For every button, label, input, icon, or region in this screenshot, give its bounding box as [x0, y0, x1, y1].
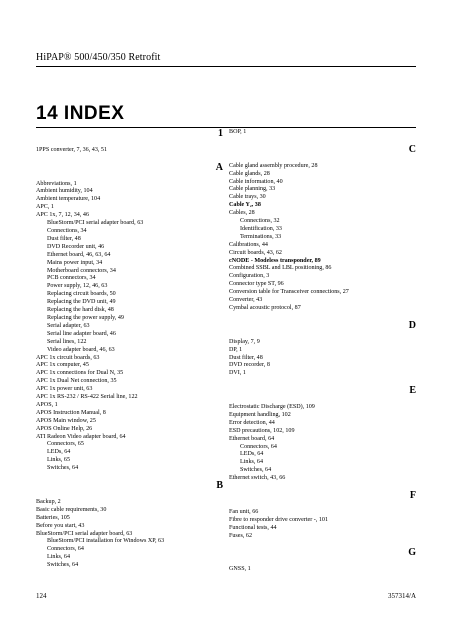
index-subentry: Motherboard connectors, 34: [47, 267, 116, 274]
index-entry: GNSS, 1: [229, 566, 251, 573]
index-entry: Before you start, 43: [36, 522, 85, 529]
index-subentry: Connectors, 64: [47, 546, 84, 553]
index-entry: APC 1x computer, 45: [36, 362, 89, 369]
spacer: [229, 137, 419, 145]
index-entry: Cables, 28: [229, 210, 255, 217]
index-entry: BlueStorm/PCI serial adapter board, 63: [36, 530, 133, 537]
index-entry: DP, 1: [229, 346, 243, 353]
index-entry: Abbreviations, 1: [36, 180, 77, 187]
index-section-letter: F: [409, 489, 416, 501]
index-entry: Functional tests, 44: [229, 524, 277, 531]
spacer: [229, 558, 419, 566]
spacer: [229, 501, 419, 509]
index-section-letter: G: [408, 547, 416, 559]
index-subentry: Replacing circuit boards, 50: [47, 291, 116, 298]
index-subentry: Terminations, 33: [240, 233, 282, 240]
running-header: HiPAP® 500/450/350 Retrofit: [36, 52, 161, 63]
index-entry: cNODE - Modeless transponder, 89: [229, 257, 321, 264]
index-subentry: Identification, 33: [240, 225, 282, 232]
index-subentry: Ethernet board, 46, 63, 64: [47, 251, 111, 258]
spacer: [229, 313, 419, 321]
index-subentry: Links, 64: [240, 459, 264, 466]
index-entry: Ethernet board, 64: [229, 435, 275, 442]
index-entry: ATI Radeon Video adapter board, 64: [36, 433, 126, 440]
index-entry: Cable trays, 30: [229, 194, 266, 201]
index-subentry: Serial line adapter board, 46: [47, 330, 116, 337]
index-entry: BOP, 1: [229, 129, 247, 135]
index-entry: APC 1x, 7, 12, 34, 46: [36, 212, 89, 219]
chapter-title: 14 INDEX: [36, 103, 125, 124]
index-entry: Display, 7, 9: [229, 338, 260, 345]
index-entry: APC, 1: [36, 204, 54, 211]
index-subentry: Dust filter, 48: [47, 235, 81, 242]
index-entry: Backup, 2: [36, 498, 61, 505]
index-entry: Equipment handling, 102: [229, 411, 291, 418]
page-footer: [36, 592, 416, 600]
index-entry: APC 1x connections for Dual N, 35: [36, 370, 124, 377]
index-entry: APC 1x power unit, 63: [36, 386, 93, 393]
index-subentry: LEDs, 64: [47, 449, 71, 456]
index-entry: APC 1x Dual Net connection, 35: [36, 378, 117, 385]
index-subentry: Replacing the hard disk, 48: [47, 307, 114, 314]
title-rule: [36, 127, 416, 128]
index-section-letter: D: [408, 319, 416, 331]
index-entry: Fuses, 62: [229, 532, 253, 539]
index-entry: Cable information, 40: [229, 178, 283, 185]
index-subentry: LEDs, 64: [240, 451, 264, 458]
index-column-left: [36, 129, 226, 570]
index-subentry: Serial adapter, 63: [47, 322, 90, 329]
index-subentry: BlueStorm/PCI installation for Windows XP, 63: [47, 538, 165, 545]
index-entry: APOS Main window, 25: [36, 417, 96, 424]
page-number: 124: [36, 592, 47, 600]
index-section-letter: A: [215, 161, 223, 173]
index-subentry: Mains power input, 34: [47, 259, 103, 266]
index-entry: APOS Instruction Manual, 8: [36, 409, 106, 416]
spacer: [229, 155, 419, 163]
index-entry: Converter, 43: [229, 297, 263, 304]
index-entry: Configuration, 3: [229, 273, 270, 280]
index-subentry: Switches, 64: [47, 562, 79, 569]
index-entry: Connector type ST, 96: [229, 281, 284, 288]
index-subentry: Links, 65: [47, 457, 71, 464]
index-subentry: Connectors, 64: [240, 443, 277, 450]
index-entry: Error detection, 44: [229, 419, 275, 426]
index-entry: ESD precautions, 102, 109: [229, 427, 295, 434]
index-entry: Dust filter, 48: [229, 354, 263, 361]
index-section-letter: E: [409, 385, 416, 397]
index-subentry: Power supply, 12, 46, 63: [47, 283, 108, 290]
index-subentry: BlueStorm/PCI serial adapter board, 63: [47, 220, 144, 227]
index-subentry: Links, 64: [47, 554, 71, 561]
spacer: [229, 540, 419, 548]
index-entry: APOS, 1: [36, 401, 58, 408]
index-entry: APC 1x RS-232 / RS-422 Serial line, 122: [36, 394, 138, 401]
index-subentry: Connectors, 65: [47, 441, 84, 448]
index-subentry: Switches, 64: [47, 465, 79, 472]
spacer: [36, 173, 226, 181]
index-entry: Cymbal acoustic protocol, 87: [229, 305, 301, 311]
index-entry: APOS Online Help, 26: [36, 425, 93, 432]
index-section-letter: C: [408, 143, 416, 155]
index-entry: DVD recorder, 8: [229, 362, 270, 369]
index-entry: Ambient temperature, 104: [36, 196, 101, 203]
header-rule: [36, 66, 416, 67]
spacer: [229, 396, 419, 404]
index-column-right: [229, 129, 419, 574]
index-section-letter: B: [216, 480, 223, 491]
index-entry: Cable Y₂, 38: [229, 202, 261, 209]
index-entry: 1PPS converter, 7, 36, 43, 51: [36, 146, 108, 153]
index-subentry: Connections, 34: [47, 228, 87, 235]
index-entry: Calibrations, 44: [229, 241, 268, 248]
index-entry: Ethernet switch, 43, 66: [229, 475, 286, 482]
spacer: [229, 378, 419, 386]
index-entry: Cable gland assembly procedure, 28: [229, 162, 318, 169]
spacer: [229, 483, 419, 491]
index-entry: Conversion table for Transceiver connections, 27: [229, 289, 349, 296]
spacer: [36, 139, 226, 147]
spacer: [36, 491, 226, 499]
index-entry: DVI, 1: [229, 370, 246, 377]
index-entry: Fan unit, 66: [229, 508, 259, 515]
index-subentry: Switches, 64: [240, 467, 272, 474]
index-entry: Fibre to responder drive converter -, 101: [229, 516, 328, 523]
index-section-letter: 1: [218, 128, 223, 139]
index-subentry: Replacing the power supply, 49: [47, 314, 124, 321]
index-entry: Cable glands, 28: [229, 170, 270, 177]
index-entry: Combined SSBL and LBL positioning, 86: [229, 265, 332, 272]
index-entry: Ambient humidity, 104: [36, 188, 93, 195]
spacer: [229, 331, 419, 339]
index-subentry: Connections, 32: [240, 218, 280, 225]
index-entry: Cable planning, 33: [229, 186, 276, 193]
index-entry: Electrostatic Discharge (ESD), 109: [229, 404, 315, 410]
index-entry: Batteries, 105: [36, 514, 70, 521]
index-subentry: DVD Recorder unit, 46: [47, 243, 105, 250]
spacer: [36, 473, 226, 481]
document-number: 357314/A: [388, 592, 416, 600]
spacer: [36, 155, 226, 163]
index-subentry: Replacing the DVD unit, 49: [47, 299, 116, 306]
index-entry: Basic cable requirements, 30: [36, 506, 107, 513]
index-entry: Circuit boards, 43, 62: [229, 249, 282, 256]
index-entry: APC 1x circuit boards, 63: [36, 354, 100, 361]
index-subentry: Serial lines, 122: [47, 338, 87, 345]
index-subentry: Video adapter board, 46, 63: [47, 346, 115, 353]
index-subentry: PCB connectors, 34: [47, 275, 96, 282]
